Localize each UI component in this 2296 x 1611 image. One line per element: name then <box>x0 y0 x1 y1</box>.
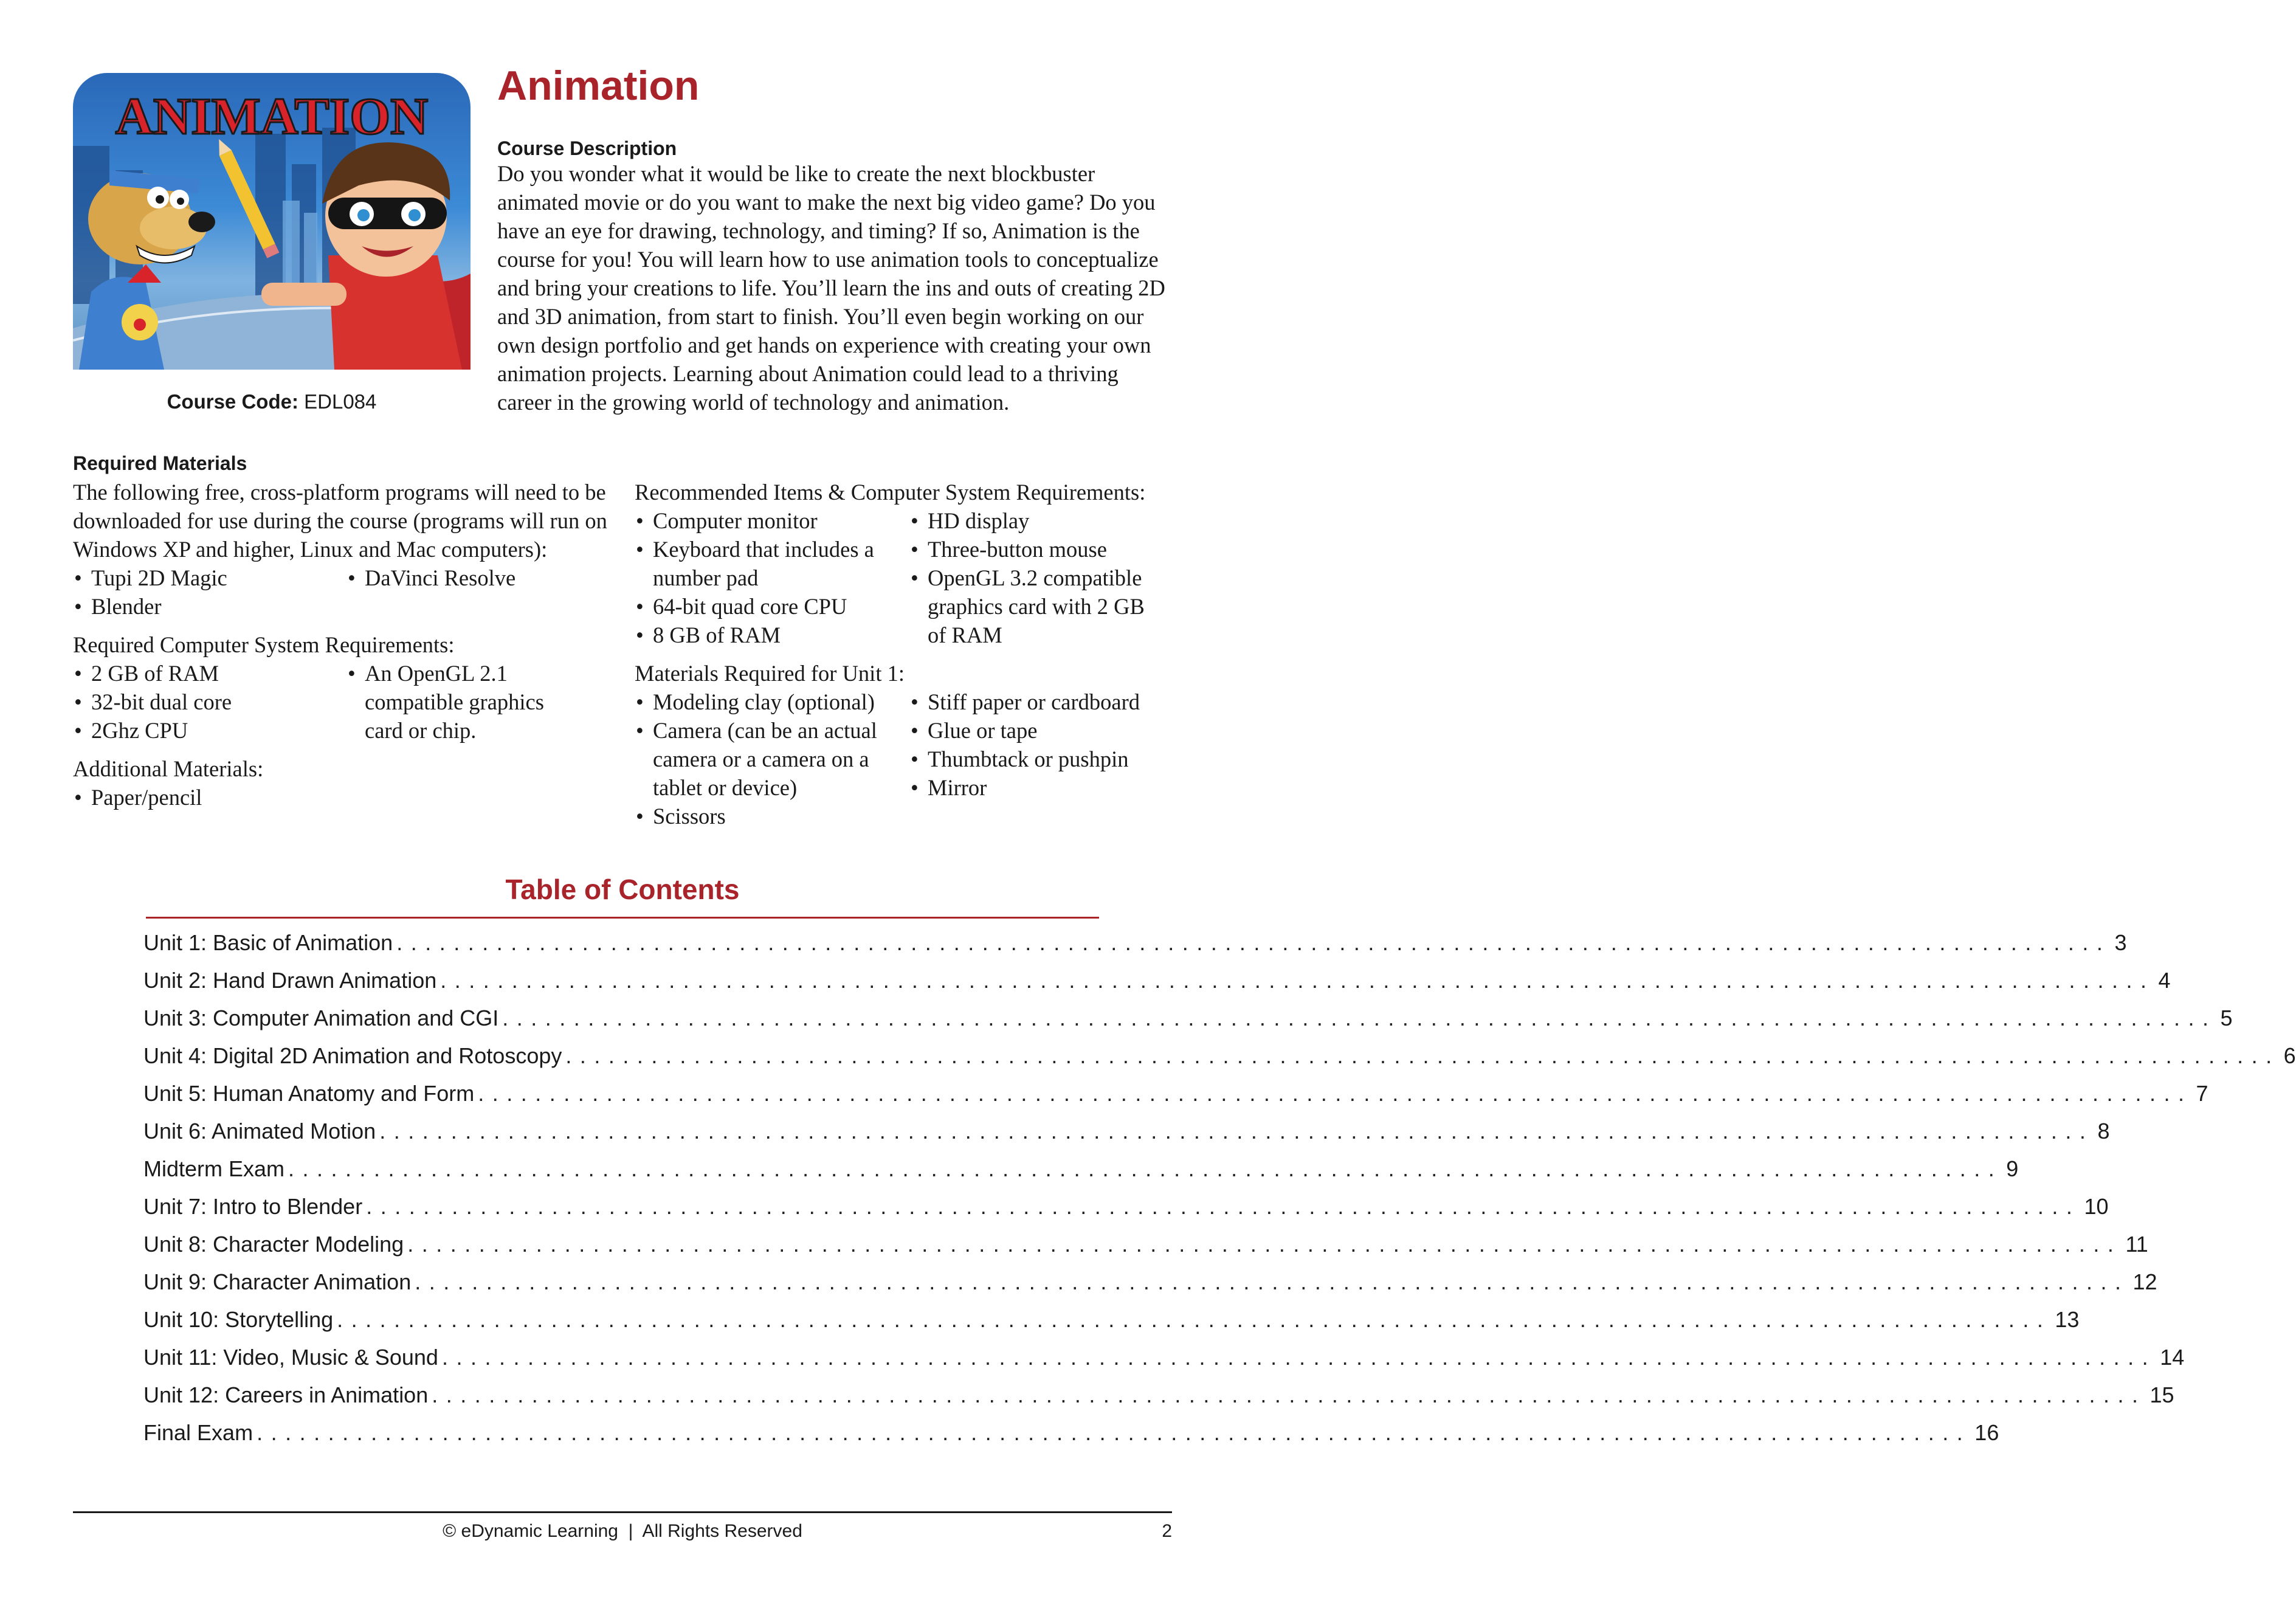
toc-entry-page: 16 <box>1974 1420 1999 1445</box>
list-item: • Keyboard that includes a number pad <box>635 535 884 592</box>
toc-entry-page: 5 <box>2220 1006 2233 1030</box>
list-item: • An OpenGL 2.1 compatible graphics card or chip. <box>346 659 547 745</box>
additional-materials-list <box>73 783 620 812</box>
table-of-contents <box>143 930 2296 1458</box>
list-item: • 2Ghz CPU <box>73 716 346 745</box>
toc-entry-page: 8 <box>2097 1119 2110 1144</box>
toc-entry-label: Unit 12: Careers in Animation <box>143 1382 429 1407</box>
toc-entry-page: 3 <box>2114 930 2127 955</box>
toc-entry-label: Unit 7: Intro to Blender <box>143 1194 363 1219</box>
course-description-heading: Course Description <box>497 137 677 159</box>
toc-leader-dots: ........................................................................................................................ <box>440 968 2155 993</box>
toc-leader-dots: ........................................................................................................................ <box>288 1156 2003 1181</box>
course-code <box>73 390 471 413</box>
required-materials-intro: The following free, cross-platform programs will need to be downloaded for use during the course (programs will run on Windows XP and higher, Linux and Mac computers): <box>73 480 607 562</box>
additional-materials-heading: Additional Materials: <box>73 756 264 781</box>
list-item: • Mirror <box>909 773 1165 802</box>
list-item: • 2 GB of RAM <box>73 659 346 688</box>
toc-entry-label: Unit 4: Digital 2D Animation and Rotoscopy <box>143 1043 562 1068</box>
list-item: • Paper/pencil <box>73 783 202 812</box>
recommended-column <box>635 478 1182 830</box>
toc-entry-label: Unit 8: Character Modeling <box>143 1232 404 1257</box>
list-item: • 32-bit dual core <box>73 688 346 716</box>
list-item: • 8 GB of RAM <box>635 621 909 649</box>
toc-entry[interactable] <box>143 1420 1999 1458</box>
toc-entry-page: 7 <box>2196 1081 2208 1106</box>
list-item: • Computer monitor <box>635 506 909 535</box>
toc-entry-label: Unit 6: Animated Motion <box>143 1119 376 1144</box>
toc-entry-label: Unit 1: Basic of Animation <box>143 930 393 955</box>
toc-entry-page: 6 <box>2283 1043 2296 1068</box>
list-item: • OpenGL 3.2 compatible graphics card with 2 GB of RAM <box>909 564 1165 649</box>
toc-entry-label: Unit 11: Video, Music & Sound <box>143 1345 438 1370</box>
toc-entry[interactable] <box>143 1119 2110 1156</box>
toc-leader-dots: ........................................................................................................................ <box>565 1043 2280 1068</box>
toc-leader-dots: ........................................................................................................................ <box>366 1194 2081 1219</box>
toc-leader-dots: ........................................................................................................................ <box>257 1420 1971 1445</box>
illustration-title-text: ANIMATION <box>115 87 429 145</box>
toc-leader-dots: ........................................................................................................................ <box>379 1119 2094 1144</box>
footer-copyright: © eDynamic Learning | All Rights Reserved <box>443 1521 802 1541</box>
toc-entry-page: 15 <box>2149 1382 2174 1407</box>
toc-entry[interactable] <box>143 930 2127 968</box>
toc-entry[interactable] <box>143 1307 2080 1345</box>
course-code-value: EDL084 <box>304 390 377 413</box>
list-item: • DaVinci Resolve <box>346 564 515 592</box>
course-code-label: Course Code: <box>167 390 298 413</box>
list-item: • Glue or tape <box>909 716 1165 745</box>
required-materials-heading: Required Materials <box>73 452 247 474</box>
list-item: • HD display <box>909 506 1165 535</box>
unit1-materials-list <box>635 688 1182 830</box>
list-item: • Camera (can be an actual camera or a camera on a tablet or device) <box>635 716 890 802</box>
toc-divider <box>146 917 1099 919</box>
toc-entry[interactable] <box>143 1006 2233 1043</box>
toc-entry[interactable] <box>143 1081 2208 1119</box>
toc-entry-page: 12 <box>2132 1269 2157 1294</box>
list-item: • Three-button mouse <box>909 535 1165 564</box>
toc-leader-dots: ........................................................................................................................ <box>415 1269 2129 1294</box>
toc-leader-dots: ........................................................................................................................ <box>396 930 2111 955</box>
toc-leader-dots: ........................................................................................................................ <box>407 1232 2122 1257</box>
toc-leader-dots: ........................................................................................................................ <box>502 1006 2217 1030</box>
system-requirements-heading: Required Computer System Requirements: <box>73 632 455 657</box>
footer-divider <box>73 1511 1172 1513</box>
toc-entry[interactable] <box>143 1269 2157 1307</box>
toc-entry[interactable] <box>143 1156 2019 1194</box>
course-description-body: Do you wonder what it would be like to create the next blockbuster animated movie or do you want to make the next big video game? Do you have an eye for drawing, technology, and timing? If so, Animation is the course for you! You will learn how to use animation tools to conceptualize and bring your creations to life. You’ll learn the ins and outs of creating 2D and 3D animation, from start to finish. You’ll even begin working on our own design portfolio and get hands on experience with creating your own animation projects. Learning about Animation could lead to a thriving career in the growing world of technology and animation. <box>497 161 1165 415</box>
toc-entry-label: Final Exam <box>143 1420 253 1445</box>
toc-entry[interactable] <box>143 1382 2174 1420</box>
toc-entry-page: 10 <box>2084 1194 2109 1219</box>
toc-entry-label: Unit 10: Storytelling <box>143 1307 334 1332</box>
toc-leader-dots: ........................................................................................................................ <box>337 1307 2052 1332</box>
toc-entry[interactable] <box>143 1043 2296 1081</box>
unit1-materials-heading: Materials Required for Unit 1: <box>635 661 905 686</box>
course-illustration <box>73 73 471 370</box>
toc-entry-page: 13 <box>2055 1307 2080 1332</box>
toc-entry[interactable] <box>143 1232 2148 1269</box>
list-item: • Thumbtack or pushpin <box>909 745 1165 773</box>
system-requirements-list <box>73 659 620 745</box>
toc-entry[interactable] <box>143 1345 2185 1382</box>
toc-entry-label: Unit 2: Hand Drawn Animation <box>143 968 437 993</box>
page-number: 2 <box>1162 1521 1172 1541</box>
list-item: • Blender <box>73 592 346 621</box>
toc-entry-page: 11 <box>2125 1232 2148 1257</box>
list-item: • Scissors <box>635 802 909 830</box>
toc-entry-label: Unit 5: Human Anatomy and Form <box>143 1081 475 1106</box>
list-item: • Stiff paper or cardboard <box>909 688 1165 716</box>
list-item: • Tupi 2D Magic <box>73 564 346 592</box>
recommended-list <box>635 506 1182 649</box>
illustration-art <box>73 73 471 370</box>
toc-entry[interactable] <box>143 968 2171 1006</box>
recommended-heading: Recommended Items & Computer System Requirements: <box>635 480 1146 505</box>
required-materials-column <box>73 478 620 812</box>
toc-leader-dots: ........................................................................................................................ <box>441 1345 2157 1370</box>
toc-entry-label: Unit 9: Character Animation <box>143 1269 412 1294</box>
toc-entry[interactable] <box>143 1194 2109 1232</box>
toc-leader-dots: ........................................................................................................................ <box>478 1081 2193 1106</box>
toc-leader-dots: ........................................................................................................................ <box>432 1382 2146 1407</box>
toc-entry-label: Midterm Exam <box>143 1156 285 1181</box>
page-title: Animation <box>497 63 700 109</box>
toc-entry-page: 4 <box>2158 968 2171 993</box>
toc-entry-label: Unit 3: Computer Animation and CGI <box>143 1006 499 1030</box>
list-item: • 64-bit quad core CPU <box>635 592 909 621</box>
toc-entry-page: 14 <box>2160 1345 2185 1370</box>
list-item: • Modeling clay (optional) <box>635 688 909 716</box>
programs-list <box>73 564 620 621</box>
toc-entry-page: 9 <box>2006 1156 2019 1181</box>
toc-title: Table of Contents <box>505 874 740 905</box>
